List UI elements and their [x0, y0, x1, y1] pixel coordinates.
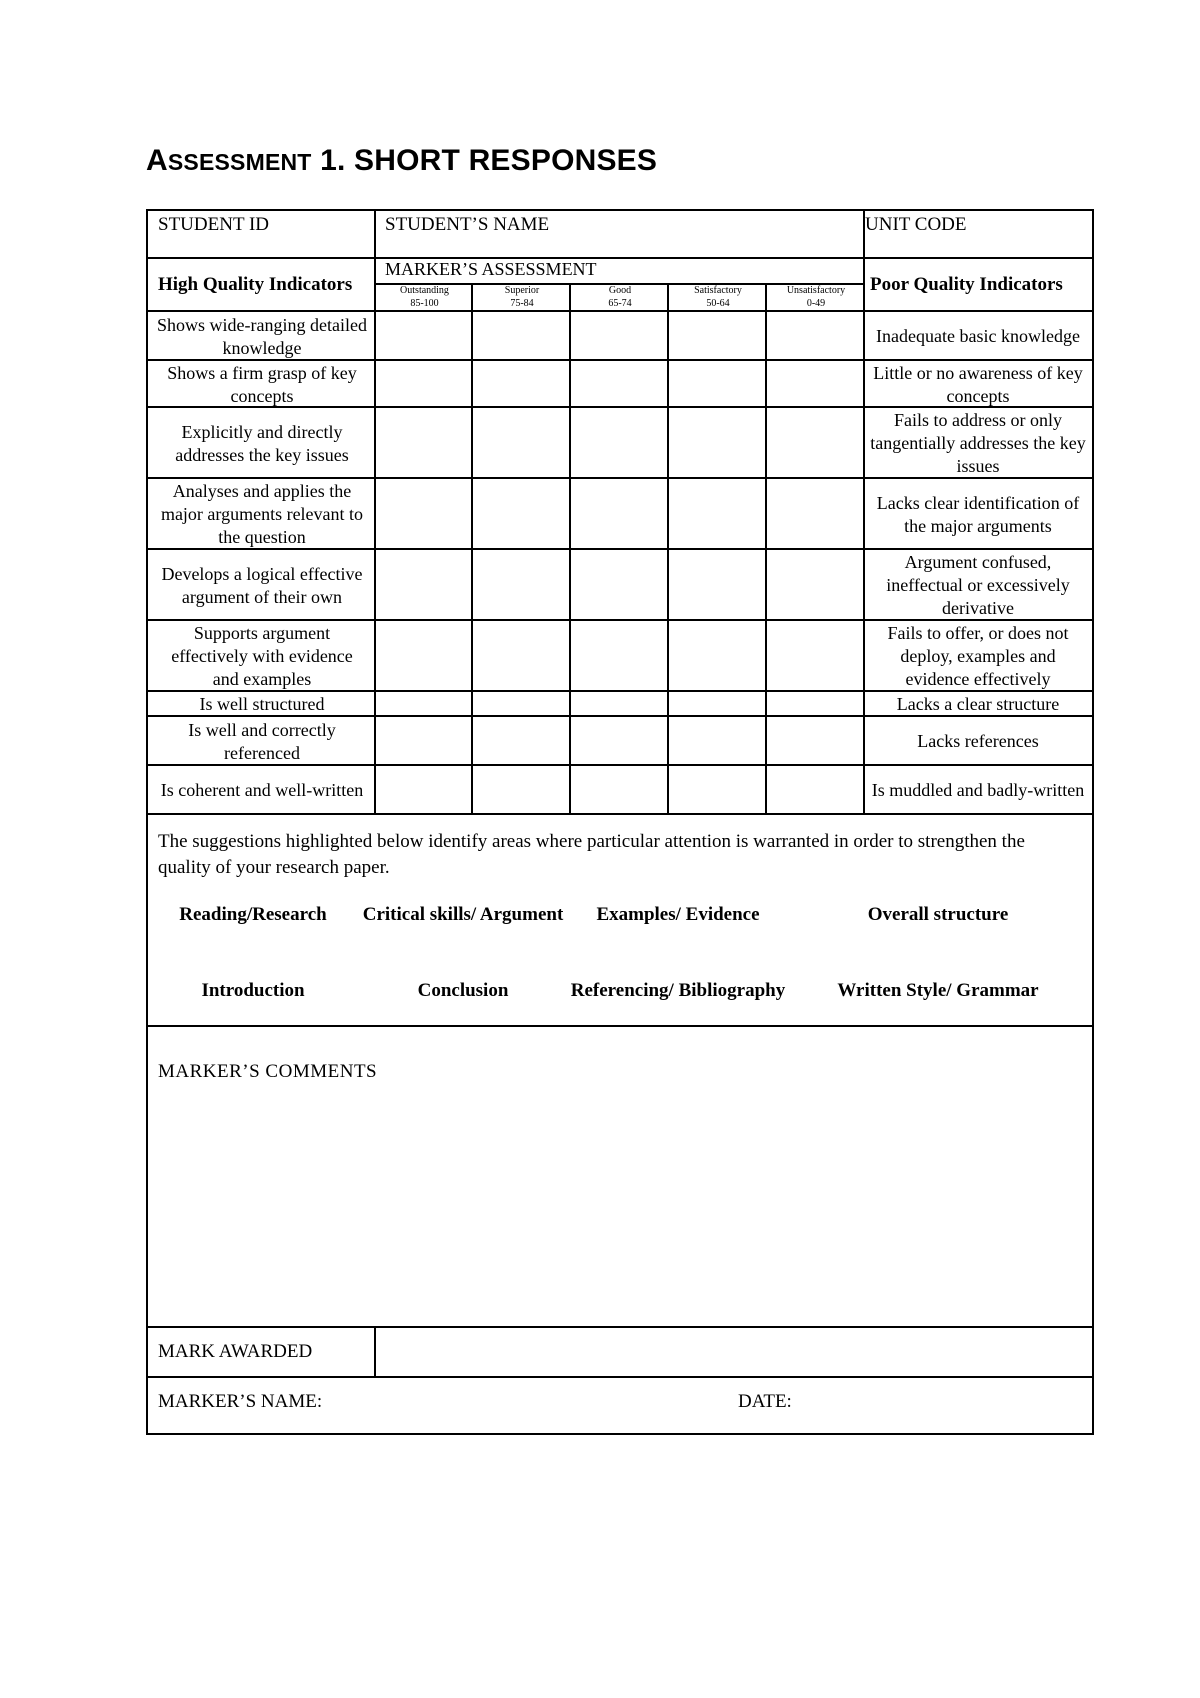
student-id-field[interactable]: [152, 233, 372, 257]
grade-cell[interactable]: [573, 363, 667, 406]
date-field[interactable]: [798, 1379, 1088, 1429]
grade-cell[interactable]: [769, 552, 863, 619]
grade-scale-label: [475, 284, 569, 310]
grade-range: 65-74: [608, 298, 632, 309]
high-quality-indicator: Is coherent and well-written: [160, 780, 364, 800]
grade-cell[interactable]: [769, 314, 863, 359]
student-name-field[interactable]: [378, 233, 854, 257]
grade-cell[interactable]: [378, 719, 471, 764]
grade-cell[interactable]: [769, 363, 863, 406]
grade-cell[interactable]: [378, 768, 471, 813]
date-label: DATE:: [738, 1391, 792, 1412]
row-divider: [148, 406, 1094, 408]
poor-quality-indicator: Lacks clear identification of the major arguments: [876, 492, 1080, 536]
section-divider: [148, 1376, 1094, 1378]
poor-quality-indicator: Inadequate basic knowledge: [876, 326, 1080, 346]
grade-cell[interactable]: [378, 694, 471, 715]
suggestion-category[interactable]: Critical skills/ Argument: [362, 904, 564, 925]
high-quality-indicator: Shows wide-ranging detailed knowledge: [157, 314, 367, 358]
marker-name-field[interactable]: [348, 1379, 688, 1429]
suggestions-intro: The suggestions highlighted below identify areas where particular attention is warranted in order to strengthen the quality of your research paper.: [158, 831, 1025, 878]
poor-quality-indicator: Fails to address or only tangentially addresses the key issues: [870, 410, 1086, 476]
column-divider: [471, 283, 473, 815]
grade-name: Outstanding: [400, 285, 449, 296]
grade-cell[interactable]: [475, 694, 569, 715]
grade-cell[interactable]: [378, 314, 471, 359]
assessment-form: [146, 209, 1094, 1435]
poor-quality-header: Poor Quality Indicators: [870, 274, 1063, 295]
row-divider: [148, 813, 1094, 815]
grade-cell[interactable]: [671, 694, 765, 715]
grade-cell[interactable]: [671, 481, 765, 548]
column-divider: [667, 283, 669, 815]
page-title: ASSESSMENT 1. SHORT RESPONSES: [146, 144, 658, 177]
grade-range: 75-84: [510, 298, 534, 309]
grade-name: Satisfactory: [694, 285, 742, 296]
row-divider: [148, 310, 1094, 312]
grade-cell[interactable]: [769, 481, 863, 548]
comments-field[interactable]: [152, 1089, 1090, 1297]
grade-cell[interactable]: [671, 719, 765, 764]
grade-cell[interactable]: [378, 410, 471, 477]
grade-cell[interactable]: [475, 363, 569, 406]
grade-scale-label: [378, 284, 471, 310]
grade-cell[interactable]: [769, 719, 863, 764]
grade-cell[interactable]: [573, 552, 667, 619]
row-divider: [148, 764, 1094, 766]
suggestion-category[interactable]: Referencing/ Bibliography: [570, 980, 786, 1001]
grade-cell[interactable]: [378, 363, 471, 406]
grade-cell[interactable]: [573, 694, 667, 715]
section-divider: [148, 1025, 1094, 1027]
student-id-label: STUDENT ID: [158, 214, 270, 235]
grade-cell[interactable]: [769, 410, 863, 477]
row-divider: [148, 548, 1094, 550]
suggestion-category[interactable]: Introduction: [201, 980, 305, 1001]
grade-cell[interactable]: [671, 314, 765, 359]
column-divider: [765, 283, 767, 815]
poor-quality-indicator: Lacks references: [917, 731, 1039, 751]
grade-cell[interactable]: [378, 481, 471, 548]
poor-quality-indicator: Argument confused, ineffectual or excessively derivative: [886, 552, 1070, 618]
grade-cell[interactable]: [378, 552, 471, 619]
high-quality-indicator: Is well structured: [199, 694, 325, 714]
grade-name: Superior: [504, 285, 540, 296]
row-divider: [148, 619, 1094, 621]
grade-cell[interactable]: [573, 314, 667, 359]
poor-quality-indicator: Lacks a clear structure: [896, 694, 1060, 714]
grade-cell[interactable]: [671, 363, 765, 406]
high-quality-indicator: Shows a firm grasp of key concepts: [167, 362, 357, 406]
marker-assessment-header: MARKER’S ASSESSMENT: [385, 259, 597, 279]
grade-cell[interactable]: [573, 410, 667, 477]
grade-cell[interactable]: [573, 719, 667, 764]
grade-cell[interactable]: [475, 314, 569, 359]
grade-cell[interactable]: [573, 768, 667, 813]
unit-code-label: UNIT CODE: [865, 214, 967, 235]
marker-name-label: MARKER’S NAME:: [158, 1391, 323, 1412]
grade-cell[interactable]: [671, 623, 765, 690]
high-quality-indicator: Analyses and applies the major arguments relevant to the question: [160, 481, 364, 547]
grade-cell[interactable]: [573, 623, 667, 690]
grade-scale-label: [769, 284, 863, 310]
grade-cell[interactable]: [475, 552, 569, 619]
poor-quality-indicator: Is muddled and badly-written: [871, 780, 1085, 800]
row-divider: [148, 257, 1094, 259]
grade-cell[interactable]: [671, 552, 765, 619]
poor-quality-indicator: Fails to offer, or does not deploy, examples and evidence effectively: [887, 623, 1069, 689]
row-divider: [148, 690, 1094, 692]
grade-cell[interactable]: [769, 694, 863, 715]
grade-cell[interactable]: [769, 768, 863, 813]
grade-cell[interactable]: [475, 768, 569, 813]
high-quality-indicator: Develops a logical effective argument of their own: [161, 563, 363, 607]
suggestion-category[interactable]: Conclusion: [417, 980, 509, 1001]
high-quality-indicator: Supports argument effectively with evidence and examples: [171, 623, 353, 689]
column-divider: [374, 211, 376, 815]
grade-cell[interactable]: [475, 410, 569, 477]
high-quality-indicator: Explicitly and directly addresses the key issues: [175, 421, 349, 465]
unit-code-field[interactable]: [860, 233, 1086, 257]
column-divider: [374, 1326, 376, 1376]
student-name-label: STUDENT’S NAME: [385, 214, 550, 235]
grade-cell[interactable]: [573, 481, 667, 548]
high-quality-header: High Quality Indicators: [158, 274, 353, 295]
poor-quality-indicator: Little or no awareness of key concepts: [873, 362, 1083, 406]
grade-cell[interactable]: [475, 719, 569, 764]
grade-range: 85-100: [410, 298, 439, 309]
suggestion-category[interactable]: Reading/Research: [179, 904, 327, 925]
grade-cell[interactable]: [378, 623, 471, 690]
grade-cell[interactable]: [769, 623, 863, 690]
grade-name: Good: [608, 285, 632, 296]
grade-header-divider: [376, 283, 865, 285]
mark-awarded-label: MARK AWARDED: [158, 1341, 313, 1362]
column-divider: [569, 283, 571, 815]
grade-scale-label: [573, 284, 667, 310]
suggestion-category[interactable]: Written Style/ Grammar: [837, 980, 1039, 1001]
grade-cell[interactable]: [671, 410, 765, 477]
grade-name: Unsatisfactory: [786, 285, 846, 296]
grade-range: 0-49: [806, 298, 826, 309]
row-divider: [148, 715, 1094, 717]
grade-scale-label: [671, 284, 765, 310]
row-divider: [148, 359, 1094, 361]
grade-cell[interactable]: [475, 623, 569, 690]
high-quality-indicator: Is well and correctly referenced: [188, 719, 336, 763]
grade-range: 50-64: [706, 298, 730, 309]
mark-awarded-field[interactable]: [378, 1328, 1092, 1376]
grade-cell[interactable]: [671, 768, 765, 813]
column-divider: [863, 211, 865, 815]
grade-cell[interactable]: [475, 481, 569, 548]
suggestion-category[interactable]: Examples/ Evidence: [596, 904, 760, 925]
comments-label: MARKER’S COMMENTS: [158, 1061, 378, 1082]
row-divider: [148, 477, 1094, 479]
suggestion-category[interactable]: Overall structure: [867, 904, 1009, 925]
